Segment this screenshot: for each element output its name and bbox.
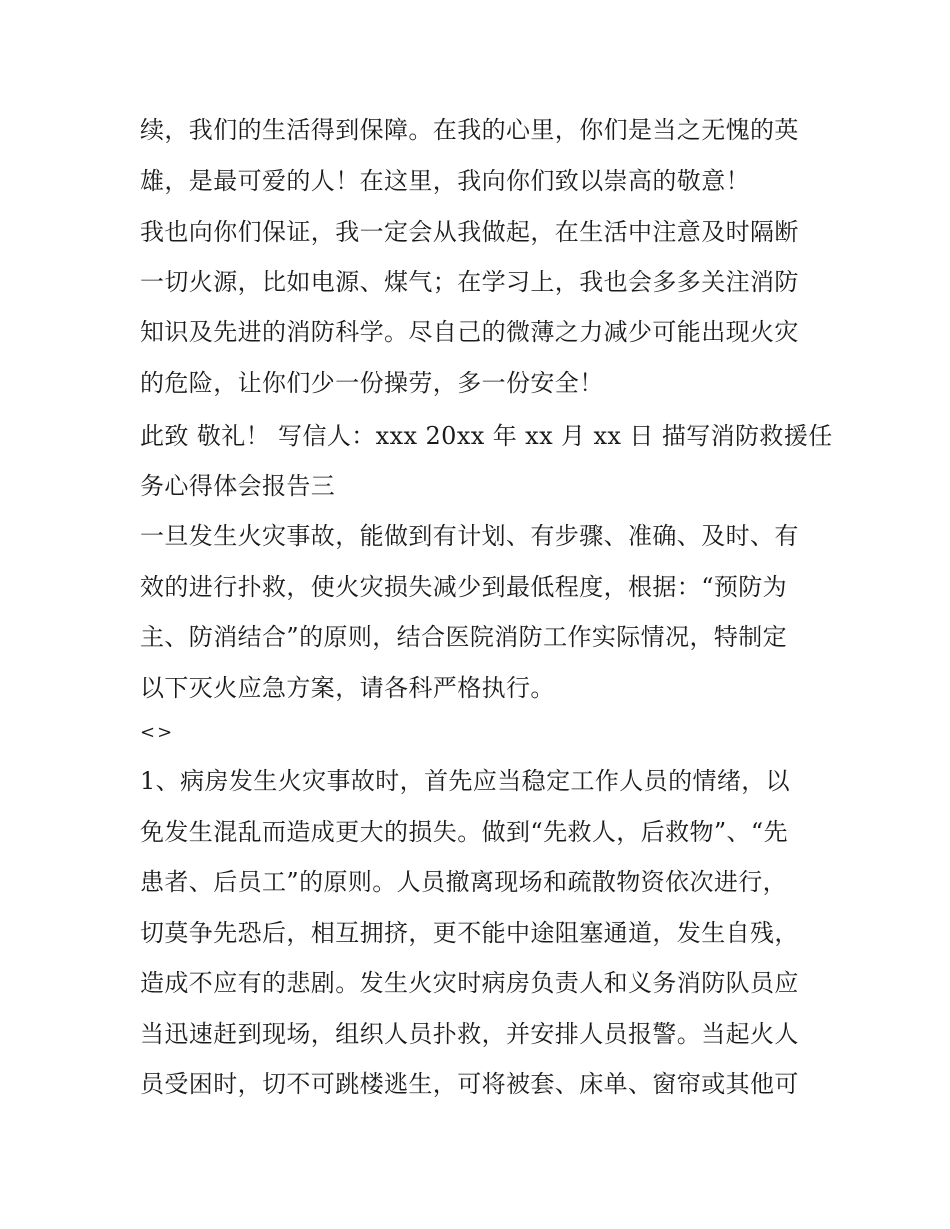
text-line-19: 当迅速赶到现场，组织人员扑救，并安排人员报警。当起火人 bbox=[140, 1020, 799, 1048]
text-line-10: 效的进行扑救，使火灾损失减少到最低程度，根据：“预防为 bbox=[140, 573, 788, 601]
text-line-5: 知识及先进的消防科学。尽自己的微薄之力减少可能出现火灾 bbox=[140, 318, 799, 346]
text-line-18: 造成不应有的悲剧。发生火灾时病房负责人和义务消防队员应 bbox=[140, 969, 799, 997]
text-line-13: <> bbox=[140, 722, 175, 743]
text-line-4: 一切火源，比如电源、煤气；在学习上，我也会多多关注消防 bbox=[140, 268, 799, 296]
text-line-7: 此致 敬礼！ 写信人：xxx 20xx 年 xx 月 xx 日 描写消防救援任 bbox=[140, 422, 833, 450]
text-line-6: 的危险，让你们少一份操劳，多一份安全！ bbox=[140, 369, 604, 397]
text-line-1: 续，我们的生活得到保障。在我的心里，你们是当之无愧的英 bbox=[140, 116, 799, 144]
text-line-16: 患者、后员工”的原则。人员撤离现场和疏散物资依次进行， bbox=[140, 868, 788, 896]
text-line-14: 1、病房发生火灾事故时，首先应当稳定工作人员的情绪，以 bbox=[140, 767, 791, 795]
text-line-15: 免发生混乱而造成更大的损失。做到“先救人，后救物”、“先 bbox=[140, 818, 789, 846]
text-line-9: 一旦发生火灾事故，能做到有计划、有步骤、准确、及时、有 bbox=[140, 522, 799, 550]
text-line-11: 主、防消结合”的原则，结合医院消防工作实际情况，特制定 bbox=[140, 623, 788, 651]
text-line-17: 切莫争先恐后，相互拥挤，更不能中途阻塞通道，发生自残， bbox=[140, 919, 799, 947]
text-line-8: 务心得体会报告三 bbox=[140, 472, 336, 500]
text-line-2: 雄，是最可爱的人！在这里，我向你们致以崇高的敬意！ bbox=[140, 167, 750, 195]
text-line-3: 我也向你们保证，我一定会从我做起，在生活中注意及时隔断 bbox=[140, 218, 799, 246]
text-line-12: 以下灭火应急方案，请各科严格执行。 bbox=[140, 674, 555, 702]
text-line-20: 员受困时，切不可跳楼逃生，可将被套、床单、窗帘或其他可 bbox=[140, 1070, 799, 1098]
